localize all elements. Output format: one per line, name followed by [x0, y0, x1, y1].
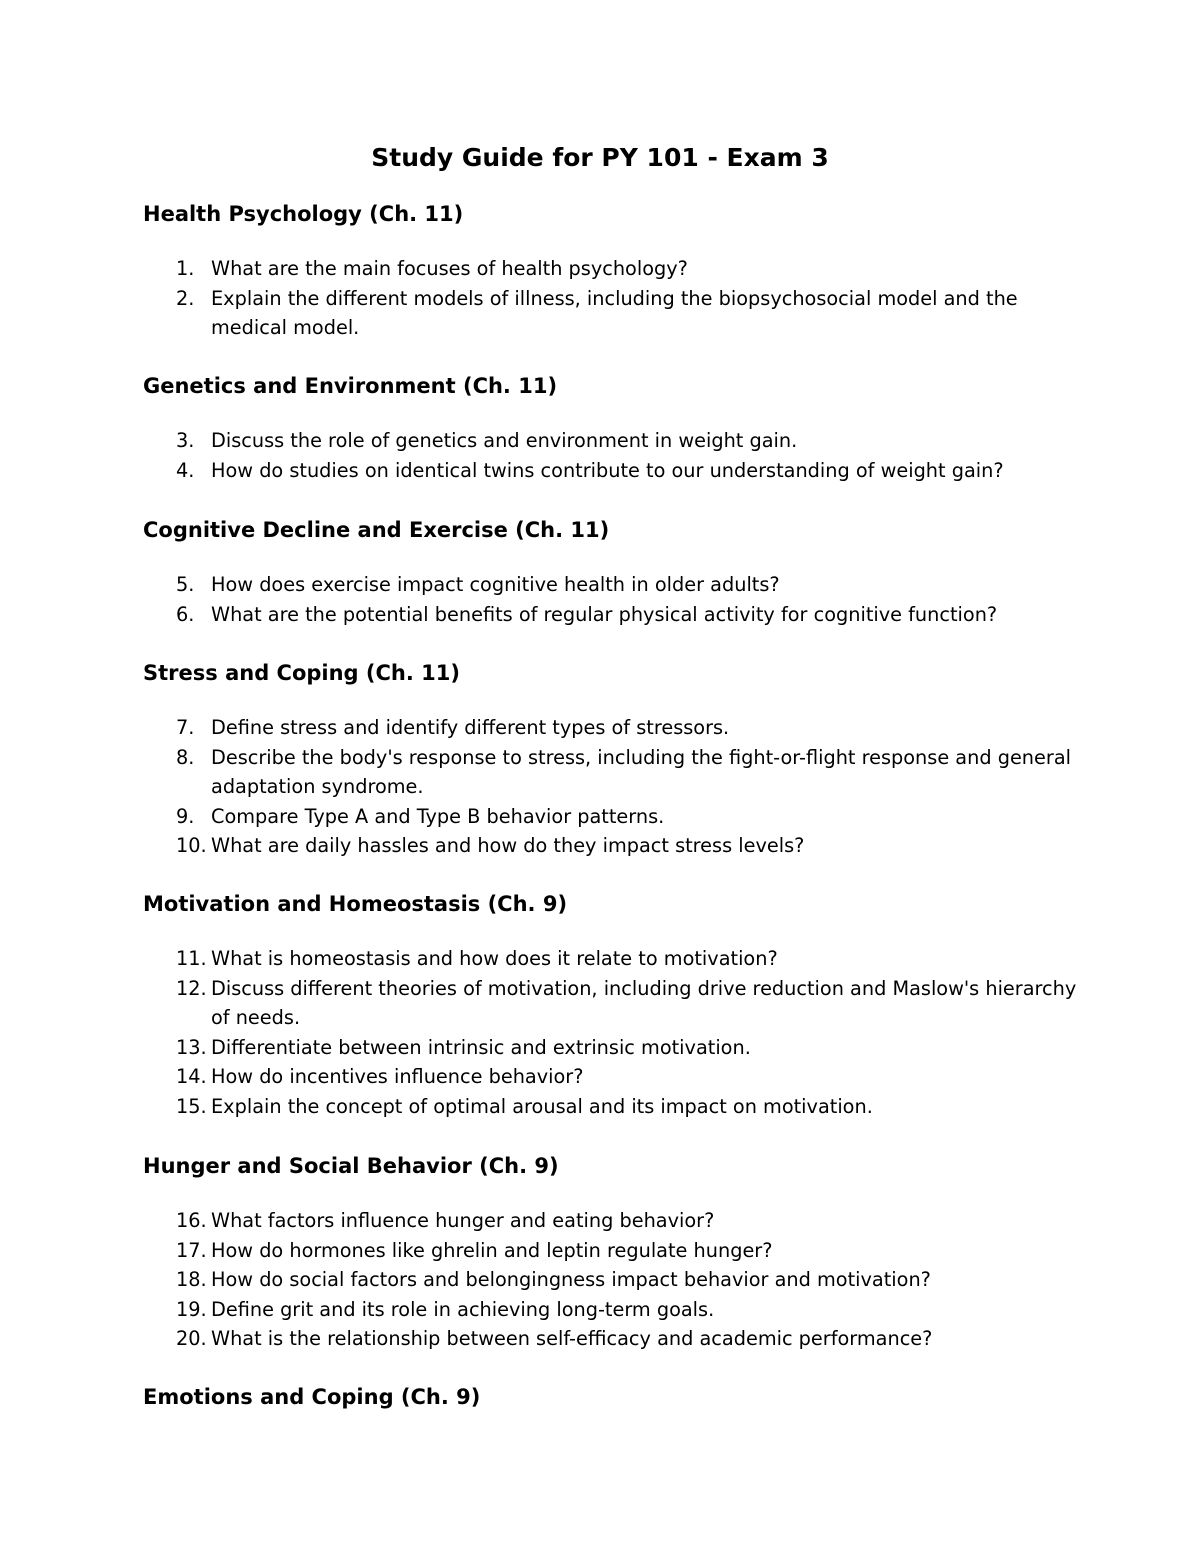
question-item — [143, 944, 1083, 974]
section-heading: Emotions and Coping (Ch. 9) — [143, 1385, 481, 1409]
question-text: What factors influence hunger and eating behavior? — [211, 1209, 715, 1232]
question-item — [143, 831, 1083, 861]
question-item — [143, 1033, 1083, 1063]
question-number: 6. — [176, 602, 195, 626]
section-genetics-environment — [143, 371, 1083, 485]
question-number: 9. — [176, 804, 195, 828]
question-text: How does exercise impact cognitive health in older adults? — [211, 573, 780, 596]
question-number: 3. — [176, 429, 195, 452]
question-number: 1. — [176, 257, 195, 280]
section-heading: Hunger and Social Behavior (Ch. 9) — [143, 1154, 559, 1178]
question-text: What are the main focuses of health psychology? — [211, 257, 688, 280]
section-motivation-homeostasis — [143, 889, 1083, 1122]
question-item — [143, 1092, 1083, 1122]
question-list — [143, 426, 1083, 485]
question-list — [143, 944, 1083, 1122]
question-item — [143, 570, 1083, 600]
question-number: 13. — [176, 1035, 207, 1059]
question-item — [143, 743, 1083, 802]
question-number: 10. — [176, 834, 207, 858]
question-item — [143, 713, 1083, 743]
question-number: 14. — [176, 1065, 207, 1089]
question-text: Describe the body's response to stress, including the fight-or-flight response and general adaptation syndrome. — [211, 745, 1071, 799]
question-number: 16. — [176, 1209, 207, 1232]
section-heading: Stress and Coping (Ch. 11) — [143, 661, 460, 685]
question-number: 11. — [176, 947, 207, 970]
question-text: How do social factors and belongingness impact behavior and motivation? — [211, 1268, 931, 1292]
question-item — [143, 284, 1083, 343]
question-list — [143, 254, 1083, 343]
question-text: What are the potential benefits of regular physical activity for cognitive function? — [211, 602, 998, 626]
question-text: How do studies on identical twins contribute to our understanding of weight gain? — [211, 458, 1004, 482]
question-item — [143, 456, 1083, 486]
question-number: 2. — [176, 286, 195, 310]
question-text: What is homeostasis and how does it relate to motivation? — [211, 947, 778, 970]
question-number: 15. — [176, 1094, 207, 1118]
question-text: What is the relationship between self-efficacy and academic performance? — [211, 1327, 933, 1351]
question-item — [143, 1324, 1083, 1354]
question-text: How do hormones like ghrelin and leptin regulate hunger? — [211, 1238, 773, 1262]
section-heading: Cognitive Decline and Exercise (Ch. 11) — [143, 518, 610, 542]
question-number: 5. — [176, 573, 195, 596]
question-number: 20. — [176, 1327, 207, 1351]
question-number: 19. — [176, 1297, 207, 1321]
section-emotions-coping — [143, 1382, 1083, 1437]
question-number: 12. — [176, 976, 207, 1000]
question-text: Define grit and its role in achieving long-term goals. — [211, 1297, 715, 1321]
question-number: 4. — [176, 458, 195, 482]
page-title: Study Guide for PY 101 - Exam 3 — [371, 143, 829, 172]
question-item — [143, 426, 1083, 456]
question-number: 8. — [176, 745, 195, 769]
question-number: 18. — [176, 1268, 207, 1292]
question-text: Discuss the role of genetics and environment in weight gain. — [211, 429, 798, 452]
question-item — [143, 600, 1083, 630]
question-list — [143, 1206, 1083, 1354]
section-cognitive-decline — [143, 515, 1083, 629]
section-heading: Health Psychology (Ch. 11) — [143, 202, 464, 226]
question-text: Compare Type A and Type B behavior patterns. — [211, 804, 665, 828]
question-number: 17. — [176, 1238, 207, 1262]
question-item — [143, 254, 1083, 284]
question-item — [143, 1062, 1083, 1092]
question-item — [143, 1265, 1083, 1295]
question-text: Define stress and identify different types of stressors. — [211, 716, 730, 739]
question-number: 7. — [176, 716, 195, 739]
section-health-psychology — [143, 199, 1083, 343]
question-list — [143, 570, 1083, 629]
question-item — [143, 974, 1083, 1033]
question-text: Explain the different models of illness, including the biopsychosocial model and the medical model. — [211, 286, 1018, 340]
question-item — [143, 1236, 1083, 1266]
question-item — [143, 1206, 1083, 1236]
question-text: How do incentives influence behavior? — [211, 1065, 584, 1089]
section-heading: Motivation and Homeostasis (Ch. 9) — [143, 892, 568, 916]
section-heading: Genetics and Environment (Ch. 11) — [143, 374, 558, 398]
section-hunger-social — [143, 1151, 1083, 1354]
question-item — [143, 1295, 1083, 1325]
question-text: Discuss different theories of motivation, including drive reduction and Maslow's hierarchy of needs. — [211, 976, 1077, 1030]
section-stress-coping — [143, 658, 1083, 861]
question-list — [143, 713, 1083, 861]
question-text: Explain the concept of optimal arousal and its impact on motivation. — [211, 1094, 873, 1118]
question-text: Differentiate between intrinsic and extrinsic motivation. — [211, 1035, 751, 1059]
question-item — [143, 802, 1083, 832]
question-text: What are daily hassles and how do they impact stress levels? — [211, 834, 805, 858]
